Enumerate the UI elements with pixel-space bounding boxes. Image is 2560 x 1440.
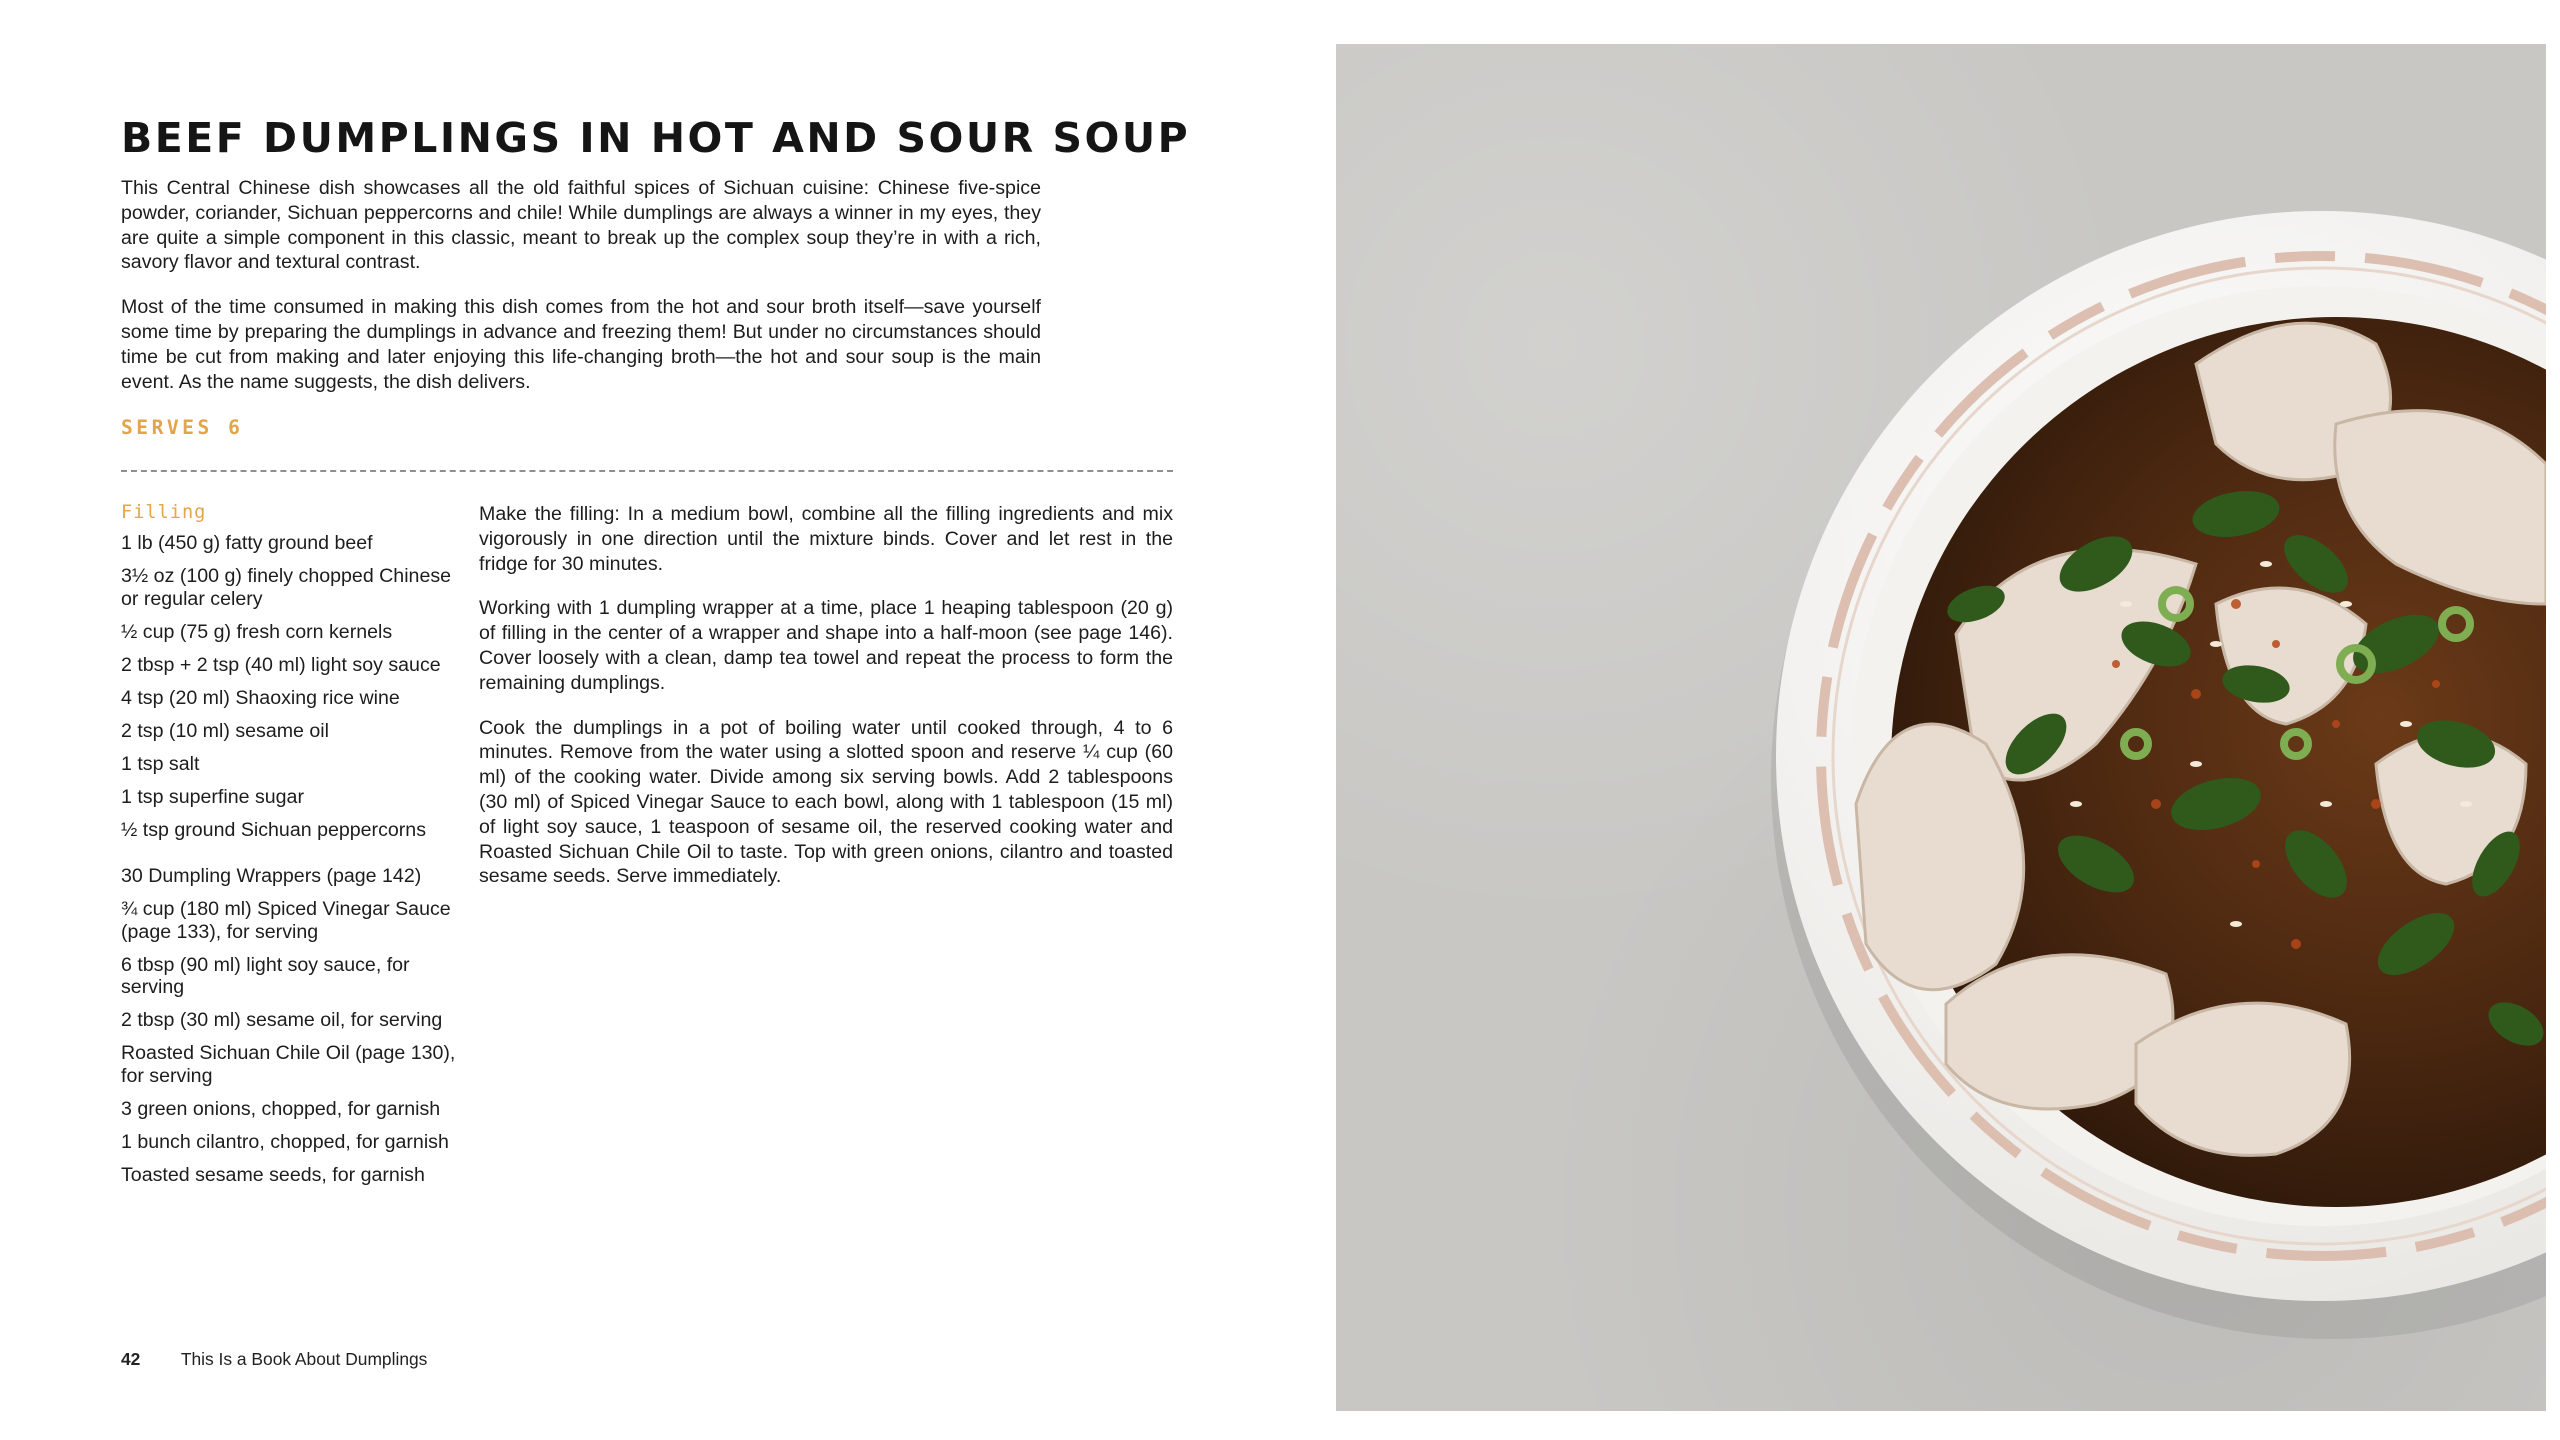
ingredient-item: ½ cup (75 g) fresh corn kernels [121,620,393,643]
method-step: Working with 1 dumpling wrapper at a time, place 1 heaping tablespoon (20 g) of filling in the center of a wrapper and shape into a half-moon (see page 146). Cover loosely with a clean, damp tea towel and repeat the process to form the remaining dumplings. [479,597,1173,694]
method-column [479,502,1173,909]
ingredient-item: 2 tbsp + 2 tsp (40 ml) light soy sauce [121,653,441,676]
ingredient-item: 3½ oz (100 g) finely chopped Chinese or regular celery [121,565,452,610]
ingredient-item: 4 tsp (20 ml) Shaoxing rice wine [121,686,400,709]
ingredient-item: ½ tsp ground Sichuan peppercorns [121,818,426,841]
ingredient-item: 1 bunch cilantro, chopped, for garnish [121,1130,449,1153]
serves-label: SERVES 6 [121,416,244,439]
ingredient-item: 30 Dumpling Wrappers (page 142) [121,865,422,887]
ingredient-item: Toasted sesame seeds, for garnish [121,1163,425,1186]
dumpling-soup-photo [1336,44,2546,1411]
recipe-title: BEEF DUMPLINGS IN HOT AND SOUR SOUP [121,114,1191,162]
ingredient-item: 6 tbsp (90 ml) light soy sauce, for serving [121,953,410,998]
ingredient-item: ¾ cup (180 ml) Spiced Vinegar Sauce (page 133), for serving [121,898,451,943]
method-step: Cook the dumplings in a pot of boiling water until cooked through, 4 to 6 minutes. Remove from the water using a slotted spoon and reserve ¼ cup (60 ml) of the cooking water. Divide among six serving bowls. Add 2 tablespoons (30 ml) of Spiced Vinegar Sauce to each bowl, along with 1 tablespoon (15 ml) of light soy sauce, 1 teaspoon of sesame oil, the reserved cooking water and Roasted Sichuan Chile Oil to taste. Top with green onions, cilantro and toasted sesame seeds. Serve immediately. [479,716,1173,888]
intro-paragraph: This Central Chinese dish showcases all the old faithful spices of Sichuan cuisine: Chinese five-spice powder, coriander, Sichuan peppercorns and chile! While dumplings are always a winner in my eyes, they are quite a simple component in this classic, meant to break up the complex soup they’re in with a rich, savory flavor and textural contrast. [121,177,1041,274]
ingredient-item: Roasted Sichuan Chile Oil (page 130), for serving [121,1042,456,1087]
dumpling [2136,1003,2350,1155]
ingredients-column [121,502,471,1197]
filling-heading: Filling [121,502,207,523]
ingredient-item: 1 tsp superfine sugar [121,785,304,808]
serving-ingredient-list [121,865,471,1186]
ingredient-item: 1 lb (450 g) fatty ground beef [121,532,373,554]
ingredient-item: 3 green onions, chopped, for garnish [121,1097,441,1120]
recipe-intro [121,176,1041,414]
page-footer [121,1349,427,1370]
intro-paragraph: Most of the time consumed in making this dish comes from the hot and sour broth itself—save yourself some time by preparing the dumplings in advance and freezing them! But under no circumstances should time be cut from making and later enjoying this life-changing broth—the hot and sour soup is the main event. As the name suggests, the dish delivers. [121,296,1041,393]
soup-bowl-illustration [1336,44,2546,1411]
ingredient-item: 1 tsp salt [121,752,200,775]
filling-ingredient-list [121,532,471,841]
book-title: This Is a Book About Dumplings [180,1349,428,1369]
ingredient-item: 2 tsp (10 ml) sesame oil [121,719,329,742]
page-number: 42 [121,1349,141,1369]
ingredient-item: 2 tbsp (30 ml) sesame oil, for serving [121,1009,443,1031]
dashed-divider [121,470,1173,472]
method-step: Make the filling: In a medium bowl, combine all the filling ingredients and mix vigorously in one direction until the mixture binds. Cover and let rest in the fridge for 30 minutes. [479,503,1173,575]
